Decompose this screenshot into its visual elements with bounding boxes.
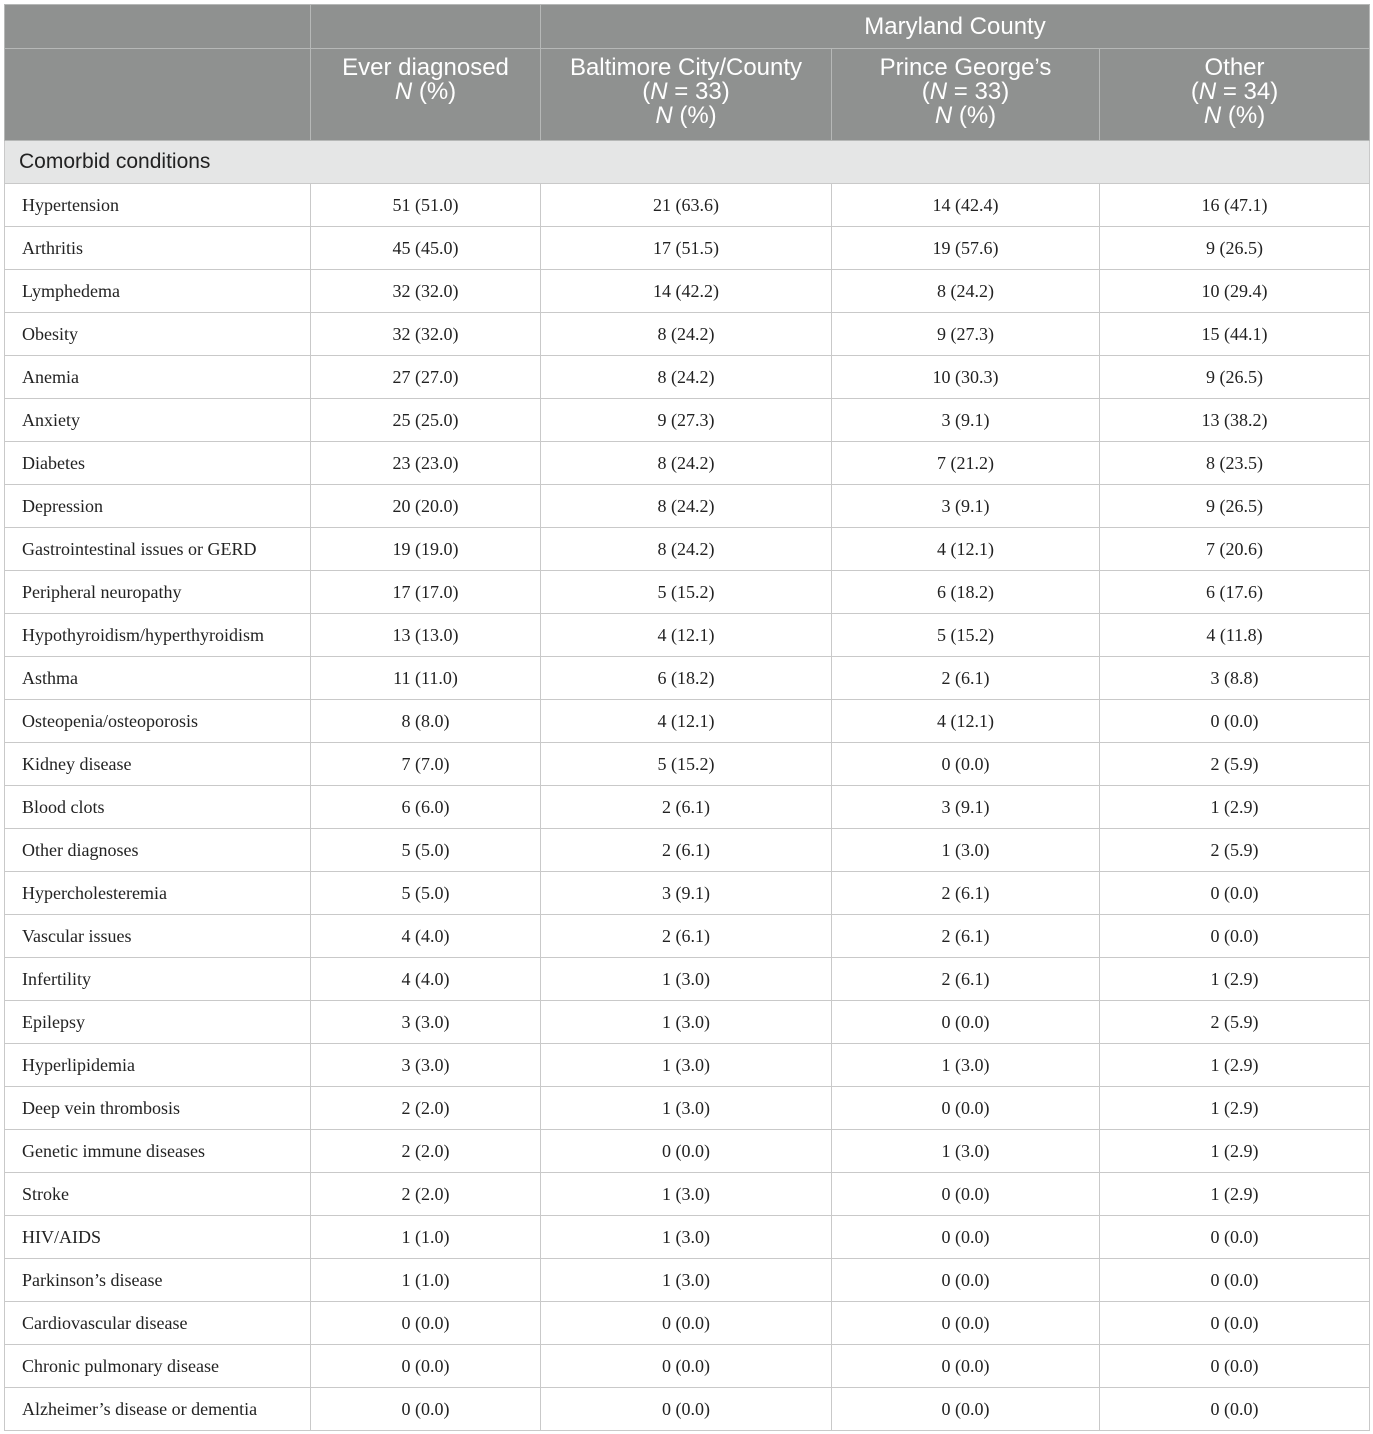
condition-label: Asthma <box>5 657 311 700</box>
cell-prince-georges: 4 (12.1) <box>832 700 1100 743</box>
cell-other: 16 (47.1) <box>1100 184 1370 227</box>
cell-baltimore: 8 (24.2) <box>541 356 832 399</box>
table-row <box>5 1216 1370 1259</box>
condition-label: Stroke <box>5 1173 311 1216</box>
cell-baltimore: 1 (3.0) <box>541 1259 832 1302</box>
cell-other: 6 (17.6) <box>1100 571 1370 614</box>
column-header-line: Ever diagnosed <box>342 54 509 81</box>
condition-label: Kidney disease <box>5 743 311 786</box>
cell-ever-diagnosed: 5 (5.0) <box>311 872 541 915</box>
cell-ever-diagnosed: 23 (23.0) <box>311 442 541 485</box>
cell-prince-georges: 5 (15.2) <box>832 614 1100 657</box>
condition-label: Chronic pulmonary disease <box>5 1345 311 1388</box>
cell-prince-georges: 10 (30.3) <box>832 356 1100 399</box>
cell-ever-diagnosed: 19 (19.0) <box>311 528 541 571</box>
cell-ever-diagnosed: 3 (3.0) <box>311 1001 541 1044</box>
condition-label: Infertility <box>5 958 311 1001</box>
cell-prince-georges: 3 (9.1) <box>832 399 1100 442</box>
cell-baltimore: 2 (6.1) <box>541 915 832 958</box>
cell-other: 8 (23.5) <box>1100 442 1370 485</box>
group-header-maryland-county: Maryland County <box>541 5 1370 49</box>
table-row <box>5 700 1370 743</box>
cell-ever-diagnosed: 27 (27.0) <box>311 356 541 399</box>
cell-prince-georges: 0 (0.0) <box>832 1173 1100 1216</box>
condition-label: Blood clots <box>5 786 311 829</box>
cell-ever-diagnosed: 2 (2.0) <box>311 1087 541 1130</box>
cell-ever-diagnosed: 20 (20.0) <box>311 485 541 528</box>
cell-baltimore: 3 (9.1) <box>541 872 832 915</box>
cell-baltimore: 2 (6.1) <box>541 829 832 872</box>
table-row <box>5 1302 1370 1345</box>
column-header-line: Other <box>1204 54 1265 81</box>
column-header-stat: N (%) <box>394 78 457 105</box>
cell-ever-diagnosed: 25 (25.0) <box>311 399 541 442</box>
cell-other: 2 (5.9) <box>1100 743 1370 786</box>
condition-label: Arthritis <box>5 227 311 270</box>
cell-baltimore: 5 (15.2) <box>541 571 832 614</box>
condition-label: HIV/AIDS <box>5 1216 311 1259</box>
cell-ever-diagnosed: 1 (1.0) <box>311 1216 541 1259</box>
cell-baltimore: 1 (3.0) <box>541 1216 832 1259</box>
table-row <box>5 915 1370 958</box>
condition-label: Osteopenia/osteoporosis <box>5 700 311 743</box>
table-row <box>5 786 1370 829</box>
cell-ever-diagnosed: 3 (3.0) <box>311 1044 541 1087</box>
condition-label: Diabetes <box>5 442 311 485</box>
cell-prince-georges: 3 (9.1) <box>832 786 1100 829</box>
cell-other: 13 (38.2) <box>1100 399 1370 442</box>
cell-baltimore: 5 (15.2) <box>541 743 832 786</box>
table-row <box>5 399 1370 442</box>
cell-other: 1 (2.9) <box>1100 958 1370 1001</box>
cell-ever-diagnosed: 45 (45.0) <box>311 227 541 270</box>
cell-baltimore: 8 (24.2) <box>541 485 832 528</box>
cell-baltimore: 14 (42.2) <box>541 270 832 313</box>
table-row <box>5 1388 1370 1431</box>
cell-ever-diagnosed: 1 (1.0) <box>311 1259 541 1302</box>
condition-label: Deep vein thrombosis <box>5 1087 311 1130</box>
cell-baltimore: 21 (63.6) <box>541 184 832 227</box>
table-row <box>5 528 1370 571</box>
table-row <box>5 958 1370 1001</box>
condition-label: Depression <box>5 485 311 528</box>
column-header-stat: N (%) <box>934 102 997 129</box>
condition-label: Hypothyroidism/hyperthyroidism <box>5 614 311 657</box>
table-row <box>5 743 1370 786</box>
table-row <box>5 829 1370 872</box>
cell-ever-diagnosed: 0 (0.0) <box>311 1388 541 1431</box>
cell-ever-diagnosed: 17 (17.0) <box>311 571 541 614</box>
cell-prince-georges: 4 (12.1) <box>832 528 1100 571</box>
cell-prince-georges: 19 (57.6) <box>832 227 1100 270</box>
cell-ever-diagnosed: 8 (8.0) <box>311 700 541 743</box>
cell-ever-diagnosed: 13 (13.0) <box>311 614 541 657</box>
table-row <box>5 442 1370 485</box>
cell-other: 2 (5.9) <box>1100 829 1370 872</box>
table-row <box>5 1130 1370 1173</box>
table-row <box>5 227 1370 270</box>
cell-other: 1 (2.9) <box>1100 786 1370 829</box>
condition-label: Epilepsy <box>5 1001 311 1044</box>
cell-baltimore: 8 (24.2) <box>541 528 832 571</box>
cell-other: 10 (29.4) <box>1100 270 1370 313</box>
cell-ever-diagnosed: 7 (7.0) <box>311 743 541 786</box>
cell-baltimore: 1 (3.0) <box>541 1087 832 1130</box>
cell-prince-georges: 0 (0.0) <box>832 1216 1100 1259</box>
cell-ever-diagnosed: 5 (5.0) <box>311 829 541 872</box>
cell-prince-georges: 2 (6.1) <box>832 872 1100 915</box>
table-row <box>5 657 1370 700</box>
cell-prince-georges: 6 (18.2) <box>832 571 1100 614</box>
cell-baltimore: 0 (0.0) <box>541 1388 832 1431</box>
cell-prince-georges: 1 (3.0) <box>832 829 1100 872</box>
header-blank-cell <box>5 5 311 49</box>
table-row <box>5 1345 1370 1388</box>
cell-baltimore: 0 (0.0) <box>541 1302 832 1345</box>
cell-prince-georges: 7 (21.2) <box>832 442 1100 485</box>
table-row <box>5 1044 1370 1087</box>
cell-ever-diagnosed: 0 (0.0) <box>311 1345 541 1388</box>
cell-prince-georges: 0 (0.0) <box>832 1087 1100 1130</box>
cell-other: 3 (8.8) <box>1100 657 1370 700</box>
cell-prince-georges: 0 (0.0) <box>832 1345 1100 1388</box>
condition-label: Obesity <box>5 313 311 356</box>
cell-prince-georges: 2 (6.1) <box>832 915 1100 958</box>
cell-ever-diagnosed: 0 (0.0) <box>311 1302 541 1345</box>
cell-other: 1 (2.9) <box>1100 1173 1370 1216</box>
condition-label: Genetic immune diseases <box>5 1130 311 1173</box>
cell-ever-diagnosed: 2 (2.0) <box>311 1173 541 1216</box>
cell-other: 0 (0.0) <box>1100 915 1370 958</box>
table-body <box>5 141 1370 1431</box>
condition-label: Alzheimer’s disease or dementia <box>5 1388 311 1431</box>
condition-label: Cardiovascular disease <box>5 1302 311 1345</box>
column-header-line: Prince George’s <box>879 54 1052 81</box>
cell-prince-georges: 1 (3.0) <box>832 1130 1100 1173</box>
cell-prince-georges: 0 (0.0) <box>832 1001 1100 1044</box>
cell-baltimore: 17 (51.5) <box>541 227 832 270</box>
table-row <box>5 184 1370 227</box>
comorbid-conditions-table <box>4 4 1370 1431</box>
cell-other: 0 (0.0) <box>1100 872 1370 915</box>
cell-baltimore: 2 (6.1) <box>541 786 832 829</box>
column-header-ever-diagnosed <box>311 49 541 141</box>
cell-other: 0 (0.0) <box>1100 1259 1370 1302</box>
table-row <box>5 571 1370 614</box>
cell-other: 0 (0.0) <box>1100 1388 1370 1431</box>
cell-ever-diagnosed: 2 (2.0) <box>311 1130 541 1173</box>
cell-prince-georges: 8 (24.2) <box>832 270 1100 313</box>
cell-prince-georges: 3 (9.1) <box>832 485 1100 528</box>
cell-prince-georges: 2 (6.1) <box>832 657 1100 700</box>
cell-prince-georges: 2 (6.1) <box>832 958 1100 1001</box>
cell-baltimore: 1 (3.0) <box>541 958 832 1001</box>
cell-baltimore: 1 (3.0) <box>541 1173 832 1216</box>
condition-label: Parkinson’s disease <box>5 1259 311 1302</box>
table-row <box>5 1173 1370 1216</box>
header-blank-cell <box>5 49 311 141</box>
column-header-prince-georges <box>832 49 1100 141</box>
condition-label: Gastrointestinal issues or GERD <box>5 528 311 571</box>
cell-other: 0 (0.0) <box>1100 1216 1370 1259</box>
cell-other: 15 (44.1) <box>1100 313 1370 356</box>
cell-other: 0 (0.0) <box>1100 1345 1370 1388</box>
column-header-line: (N = 33) <box>642 78 730 105</box>
cell-other: 1 (2.9) <box>1100 1044 1370 1087</box>
cell-prince-georges: 0 (0.0) <box>832 1388 1100 1431</box>
column-header-other <box>1100 49 1370 141</box>
cell-baltimore: 4 (12.1) <box>541 614 832 657</box>
column-header-line: (N = 33) <box>921 78 1010 105</box>
table-row <box>5 1087 1370 1130</box>
cell-other: 7 (20.6) <box>1100 528 1370 571</box>
condition-label: Anemia <box>5 356 311 399</box>
cell-baltimore: 8 (24.2) <box>541 313 832 356</box>
column-header-line: Baltimore City/County <box>569 54 803 81</box>
column-header-stat: N (%) <box>655 102 717 129</box>
cell-prince-georges: 0 (0.0) <box>832 743 1100 786</box>
table-row <box>5 1259 1370 1302</box>
table-row <box>5 270 1370 313</box>
table-row <box>5 313 1370 356</box>
cell-baltimore: 8 (24.2) <box>541 442 832 485</box>
cell-baltimore: 4 (12.1) <box>541 700 832 743</box>
cell-other: 4 (11.8) <box>1100 614 1370 657</box>
cell-other: 2 (5.9) <box>1100 1001 1370 1044</box>
cell-baltimore: 1 (3.0) <box>541 1001 832 1044</box>
cell-other: 9 (26.5) <box>1100 356 1370 399</box>
cell-ever-diagnosed: 11 (11.0) <box>311 657 541 700</box>
cell-other: 1 (2.9) <box>1100 1130 1370 1173</box>
column-header-stat: N (%) <box>1203 102 1266 129</box>
cell-other: 1 (2.9) <box>1100 1087 1370 1130</box>
cell-baltimore: 9 (27.3) <box>541 399 832 442</box>
cell-baltimore: 6 (18.2) <box>541 657 832 700</box>
cell-prince-georges: 0 (0.0) <box>832 1259 1100 1302</box>
column-header-baltimore <box>541 49 832 141</box>
cell-ever-diagnosed: 4 (4.0) <box>311 958 541 1001</box>
cell-ever-diagnosed: 51 (51.0) <box>311 184 541 227</box>
cell-other: 9 (26.5) <box>1100 227 1370 270</box>
table-row <box>5 1001 1370 1044</box>
table-header <box>5 5 1370 141</box>
cell-baltimore: 1 (3.0) <box>541 1044 832 1087</box>
condition-label: Hypercholesteremia <box>5 872 311 915</box>
cell-prince-georges: 9 (27.3) <box>832 313 1100 356</box>
cell-ever-diagnosed: 32 (32.0) <box>311 313 541 356</box>
cell-baltimore: 0 (0.0) <box>541 1130 832 1173</box>
cell-ever-diagnosed: 6 (6.0) <box>311 786 541 829</box>
column-header-line: (N = 34) <box>1190 78 1279 105</box>
condition-label: Hyperlipidemia <box>5 1044 311 1087</box>
cell-ever-diagnosed: 32 (32.0) <box>311 270 541 313</box>
condition-label: Vascular issues <box>5 915 311 958</box>
condition-label: Peripheral neuropathy <box>5 571 311 614</box>
cell-other: 9 (26.5) <box>1100 485 1370 528</box>
cell-prince-georges: 1 (3.0) <box>832 1044 1100 1087</box>
table-row <box>5 614 1370 657</box>
cell-ever-diagnosed: 4 (4.0) <box>311 915 541 958</box>
cell-other: 0 (0.0) <box>1100 1302 1370 1345</box>
cell-other: 0 (0.0) <box>1100 700 1370 743</box>
condition-label: Lymphedema <box>5 270 311 313</box>
table-row <box>5 872 1370 915</box>
table-row <box>5 485 1370 528</box>
table-row <box>5 356 1370 399</box>
cell-baltimore: 0 (0.0) <box>541 1345 832 1388</box>
condition-label: Other diagnoses <box>5 829 311 872</box>
header-blank-cell <box>311 5 541 49</box>
cell-prince-georges: 14 (42.4) <box>832 184 1100 227</box>
cell-prince-georges: 0 (0.0) <box>832 1302 1100 1345</box>
condition-label: Anxiety <box>5 399 311 442</box>
section-title: Comorbid conditions <box>5 141 1370 184</box>
condition-label: Hypertension <box>5 184 311 227</box>
